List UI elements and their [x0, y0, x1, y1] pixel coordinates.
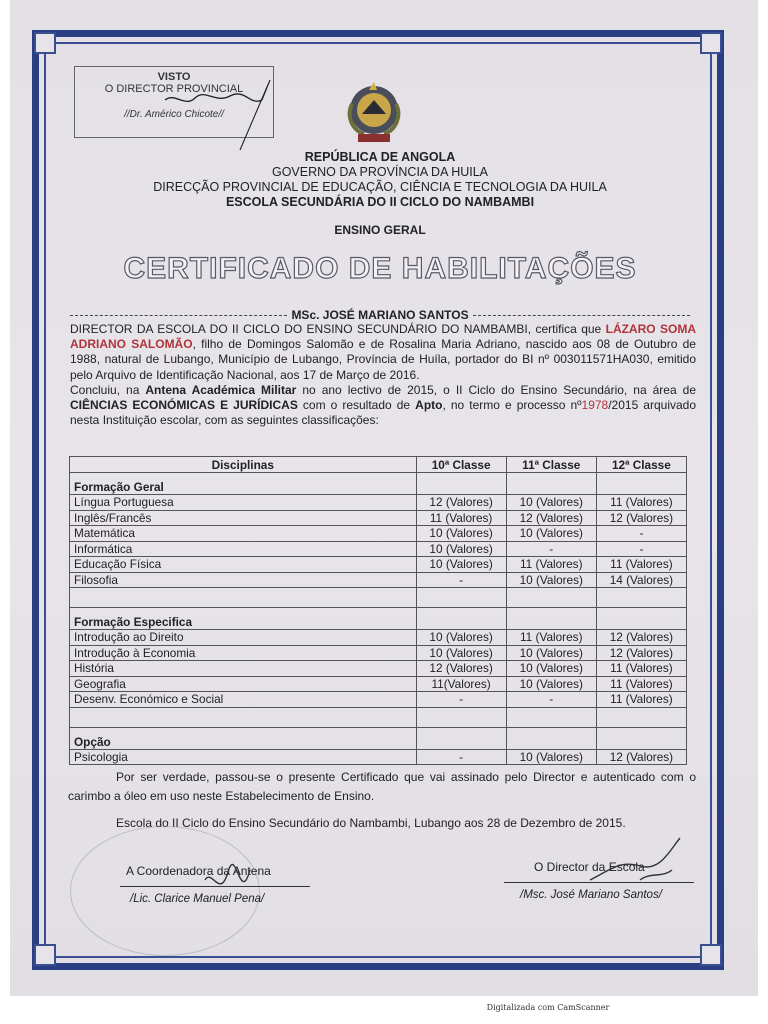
- grade-cell: 10 (Valores): [416, 630, 506, 646]
- grade-cell: 12 (Valores): [596, 630, 686, 646]
- discipline-name: Língua Portuguesa: [70, 495, 417, 511]
- director-signature-name: /Msc. José Mariano Santos/: [520, 889, 662, 901]
- ensino-label: ENSINO GERAL: [334, 223, 426, 237]
- discipline-name: Introdução à Economia: [70, 645, 417, 661]
- discipline-name: Desenv. Económico e Social: [70, 692, 417, 708]
- grade-cell: 10 (Valores): [506, 676, 596, 692]
- discipline-name: Matemática: [70, 526, 417, 542]
- header-school: ESCOLA SECUNDÁRIA DO II CICLO DO NAMBAMBI: [225, 195, 535, 209]
- grade-cell: 11 (Valores): [596, 557, 686, 573]
- grade-cell: 11 (Valores): [596, 495, 686, 511]
- grade-cell: 10 (Valores): [506, 526, 596, 542]
- coordinator-name: /Lic. Clarice Manuel Pena/: [130, 893, 265, 905]
- column-header: 10ª Classe: [416, 457, 506, 473]
- grade-cell: 10 (Valores): [416, 557, 506, 573]
- grade-cell: -: [596, 541, 686, 557]
- column-header: 12ª Classe: [596, 457, 686, 473]
- grade-cell: 10 (Valores): [506, 572, 596, 588]
- grade-cell: 10 (Valores): [506, 495, 596, 511]
- school-name: Antena Académica Militar: [145, 382, 297, 397]
- discipline-name: Geografia: [70, 676, 417, 692]
- grade-cell: 11 (Valores): [506, 630, 596, 646]
- visto-role: O DIRECTOR PROVINCIAL: [104, 83, 244, 95]
- visto-label: VISTO: [157, 71, 191, 83]
- grade-cell: -: [596, 526, 686, 542]
- process-number: 1978: [581, 398, 609, 413]
- grade-cell: 11 (Valores): [596, 661, 686, 677]
- grade-cell: 12 (Valores): [596, 749, 686, 765]
- discipline-name: História: [70, 661, 417, 677]
- grade-cell: -: [506, 541, 596, 557]
- grade-cell: 11 (Valores): [506, 557, 596, 573]
- certificate-title: CERTIFICADO DE HABILITAÇÕES: [123, 252, 637, 285]
- grade-cell: 10 (Valores): [506, 749, 596, 765]
- body-text: no ano lectivo de 2015, o II Ciclo do Ensino Secundário, na área de: [296, 382, 696, 397]
- discipline-name: Educação Física: [70, 557, 417, 573]
- body-text: , filho de Domingos Salomão e de Rosalina Maria Adriano, nascido aos 08 de Outubro de 1988, natural de Lubango, Município de Lubango, Província de Huíla, portador do BI nº 003011571HA030, emitido pelo Arquivo de Identificação Nacional, aos 17 de Março de 2016.: [70, 337, 696, 382]
- student-name: LÁZARO SOMA ADRIANO SALOMÃO: [70, 322, 696, 352]
- grade-cell: 11(Valores): [416, 676, 506, 692]
- section-title: Formação Especifica: [70, 608, 417, 630]
- body-text: com o resultado de: [297, 398, 416, 413]
- grade-cell: 12 (Valores): [596, 510, 686, 526]
- header-republic: REPÚBLICA DE ANGOLA: [304, 150, 456, 164]
- grade-cell: 12 (Valores): [416, 495, 506, 511]
- discipline-name: Psicologia: [70, 749, 417, 765]
- discipline-name: Introdução ao Direito: [70, 630, 417, 646]
- grade-cell: -: [416, 749, 506, 765]
- column-header: 11ª Classe: [506, 457, 596, 473]
- grade-cell: 10 (Valores): [506, 661, 596, 677]
- grade-cell: 10 (Valores): [506, 645, 596, 661]
- section-title: Formação Geral: [70, 473, 417, 495]
- grade-cell: 10 (Valores): [416, 645, 506, 661]
- grade-cell: 11 (Valores): [416, 510, 506, 526]
- body-text: /2015 arquivado nesta Instituição escolar, com as seguintes classificações:: [70, 398, 697, 428]
- discipline-name: Filosofia: [70, 572, 417, 588]
- grade-cell: 10 (Valores): [416, 526, 506, 542]
- body-text: Concluiu, na: [70, 382, 146, 397]
- grade-cell: 10 (Valores): [416, 541, 506, 557]
- grade-cell: 11 (Valores): [596, 692, 686, 708]
- body-text: , no termo e processo nº: [442, 398, 582, 413]
- grade-cell: 12 (Valores): [596, 645, 686, 661]
- grade-cell: 11 (Valores): [596, 676, 686, 692]
- scanner-footer: Digitalizada com CamScanner: [486, 1003, 610, 1012]
- grade-cell: 14 (Valores): [596, 572, 686, 588]
- body-text: DIRECTOR DA ESCOLA DO II CICLO DO ENSINO SECUNDÁRIO DO NAMBAMBI, certifica que: [70, 322, 602, 336]
- closing-text: Por ser verdade, passou-se o presente Certificado que vai assinado pelo Director e autenticado com o carimbo a óleo em uso neste Estabelecimento de Ensino.: [68, 770, 696, 803]
- place-date: Escola do II Ciclo do Ensino Secundário do Nambambi, Lubango aos 28 de Dezembro de 2015.: [116, 816, 626, 830]
- grade-cell: 12 (Valores): [416, 661, 506, 677]
- column-header: Disciplinas: [70, 457, 417, 473]
- grade-cell: 12 (Valores): [506, 510, 596, 526]
- grade-cell: -: [416, 692, 506, 708]
- header-government: GOVERNO DA PROVÍNCIA DA HUILA: [271, 165, 489, 179]
- coordinator-role: A Coordenadora da Antena: [126, 864, 271, 878]
- director-role: O Director da Escola: [534, 860, 645, 874]
- section-title: Opção: [70, 727, 417, 749]
- grade-cell: -: [506, 692, 596, 708]
- header-directorate: DIRECÇÃO PROVINCIAL DE EDUCAÇÃO, CIÊNCIA E TECNOLOGIA DA HUILA: [153, 180, 607, 194]
- study-area: CIÊNCIAS ECONÓMICAS E JURÍDICAS: [70, 398, 298, 413]
- grade-cell: -: [416, 572, 506, 588]
- discipline-name: Inglês/Francês: [70, 510, 417, 526]
- result: Apto: [415, 398, 443, 413]
- discipline-name: Informática: [70, 541, 417, 557]
- director-name: MSc. JOSÉ MARIANO SANTOS: [291, 308, 469, 322]
- visto-name: //Dr. Américo Chicote//: [124, 109, 224, 120]
